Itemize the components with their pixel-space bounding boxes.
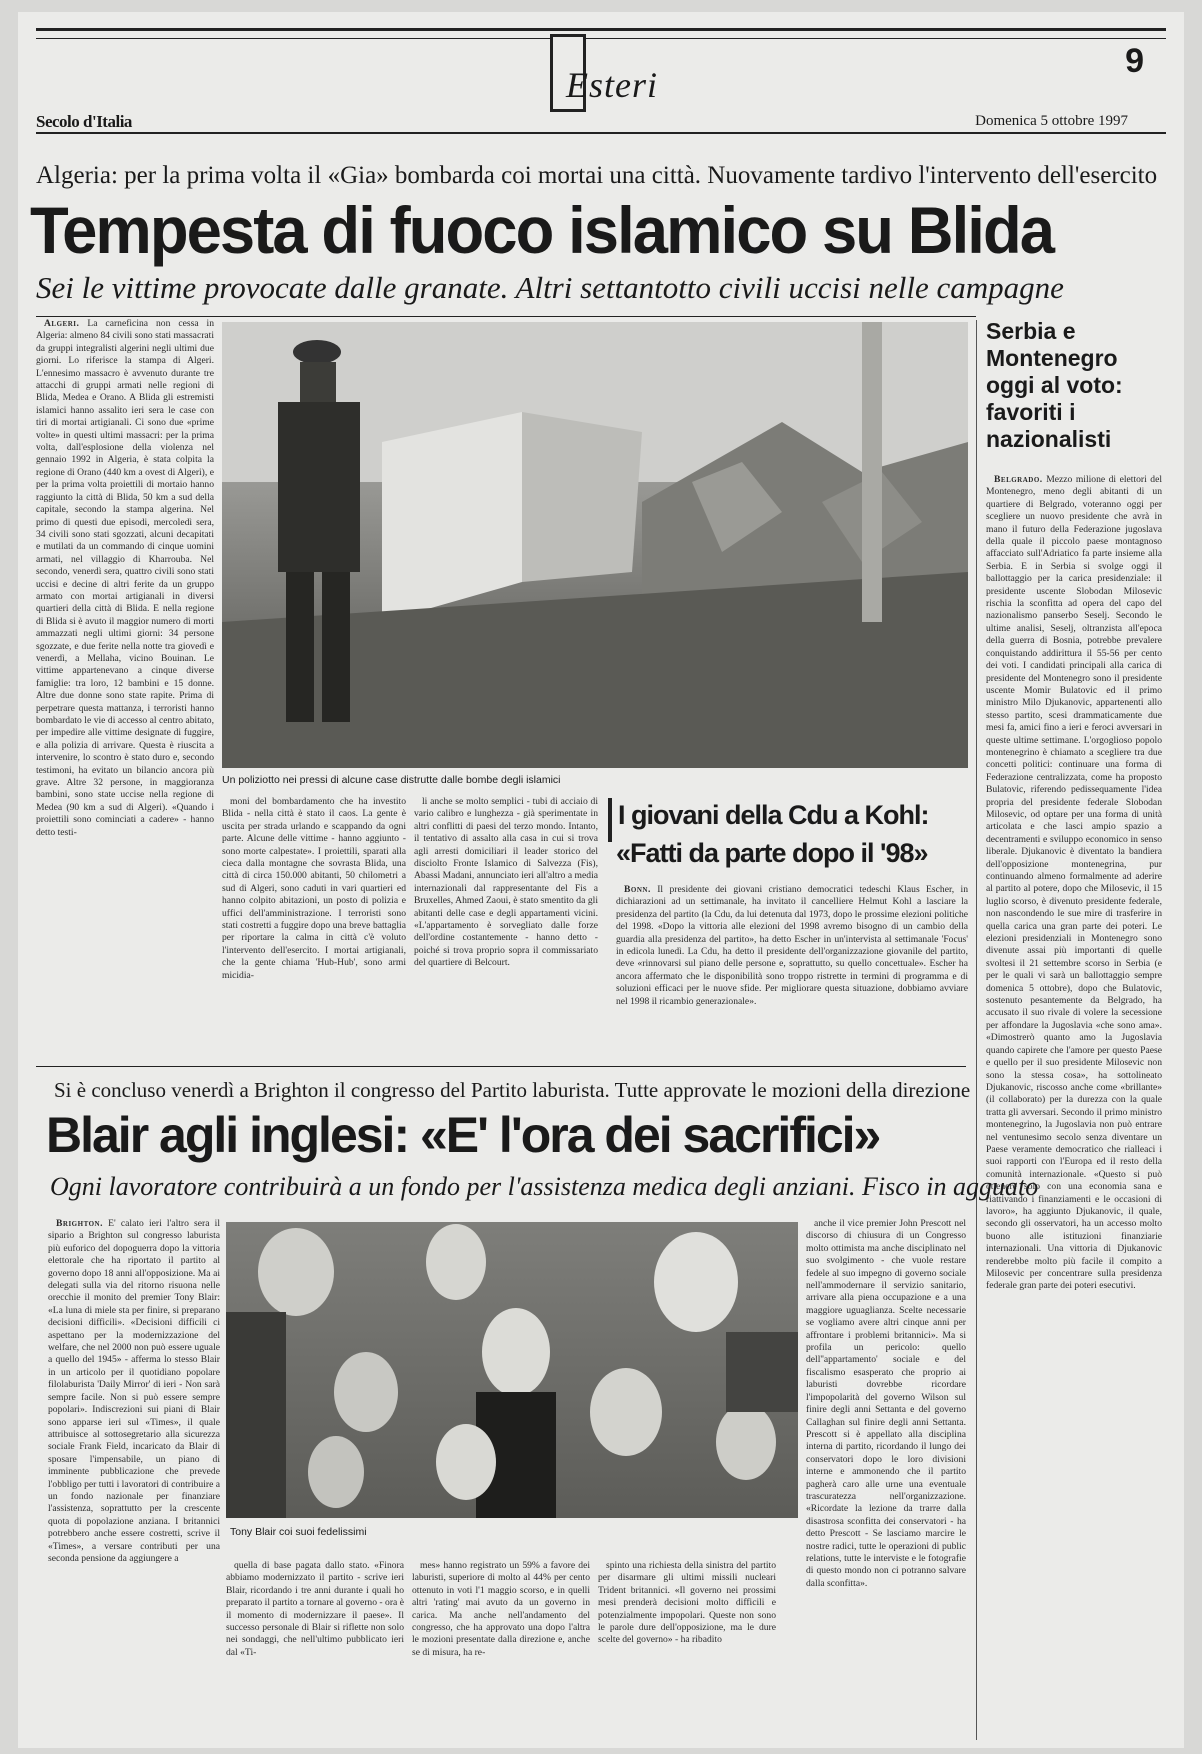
blair-headline: Blair agli inglesi: «E' l'ora dei sacrifici» bbox=[46, 1107, 880, 1163]
blair-kicker: Si è concluso venerdì a Brighton il congresso del Partito laburista. Tutte approvate le mozioni della direzione bbox=[54, 1078, 971, 1102]
page-number: 9 bbox=[1125, 42, 1144, 80]
algeria-col3-text: li anche se molto semplici - tubi di acciaio di vario calibro e lunghezza - già sperimentate in altri conflitti di paesi del terzo mondo. Intanto, il tentativo di assalto alla casa in cui si trova agli arresti domiciliari il leader storico del disciolto Fronte Islamico di Salvezza (Fis), Abassi Madani, annunciato ieri all'altro a media internazionali dal rappresentante del Fis a Bruxelles, Ahmed Zaoui, è stato smentito da gli abitanti delle case e degli appartamenti vicini. «L'appartamento è sorvegliato dalle forze dell'ordine costantemente - hanno detto - poiché si trova proprio sopra il commissariato del quartiere di Belcourt. bbox=[414, 796, 598, 969]
cdu-bar bbox=[608, 798, 612, 842]
algeria-photo-caption: Un poliziotto nei pressi di alcune case distrutte dalle bombe degli islamici bbox=[222, 774, 561, 786]
algeria-location: Algeri. bbox=[44, 318, 80, 329]
algeria-rule bbox=[36, 316, 976, 317]
algeria-deck: Sei le vittime provocate dalle granate. Altri settantotto civili uccisi nelle campagne bbox=[36, 270, 1064, 305]
section-title: Esteri bbox=[566, 65, 658, 105]
newspaper-page bbox=[18, 12, 1184, 1748]
dateline: Domenica 5 ottobre 1997 bbox=[975, 113, 1128, 129]
blair-column-3 bbox=[412, 1560, 590, 1740]
blair-col3-text: mes» hanno registrato un 59% a favore dei laburisti, superiore di molto al 44% per cento ottenuto in voti l'1 maggio scorso, e in quelli altri 'rating' mai avuto da un governo in carica. Ma anche nell'andamento del congresso, che ha approvato una dopo l'altra le mozioni presentate dalla direzione e, anche se di misura, ha re- bbox=[412, 1560, 590, 1658]
serbia-location: Belgrado. bbox=[994, 474, 1043, 485]
rubble-scene-illustration bbox=[222, 322, 968, 768]
cdu-location: Bonn. bbox=[624, 884, 651, 895]
masthead: Secolo d'Italia bbox=[36, 112, 132, 131]
blair-column-4 bbox=[598, 1560, 776, 1740]
blair-col1-text: E' calato ieri l'altro sera il sipario a Brighton sul congresso laburista più euforico del dopoguerra dopo la vittoria elettorale che ha riportato il partito al governo dopo 18 anni all'opposizione. Ma ai delegati sulla via del ritorno risuona nelle orecchie il monito del premier Tony Blair: «La luna di miele sta per finire, si preparano decisioni difficili». «Decisioni difficili ci aspettano per la modernizzazione del welfare, che nel 2000 non può essere uguale a quello del 1945» - afferma lo stesso Blair in un articolo per il quotidiano popolare filolaburista 'Daily Mirror' di ieri - Non sarà sempre facile. Non si può essere sempre popolari». Indiscrezioni sui piani di Blair sono apparse ieri sul «Times», il quale attribuisce al sottosegretario alla sicurezza sociale Frank Field, incaricato da Blair di sposare l'impensabile, un piano di imminente pubblicazione che prevede l'obbligo per tutti i lavoratori di contribuire a un fondo nazionale per finanziare l'assistenza, soprattutto per la crescente quota di popolazione anziana. I britannici potrebbero anche essere costretti, scrive il «Times», a versare contributi per una seconda pensione da aggiungere a bbox=[48, 1218, 220, 1564]
algeria-column-3 bbox=[414, 796, 598, 1058]
sidebar-rule bbox=[976, 320, 977, 1740]
blair-col2-text: quella di base pagata dallo stato. «Finora abbiamo modernizzato il partito - scrive ieri Blair, ricordando i tre anni durante i quali ho preparato il partito a tornare al governo - ora è il momento di modernizzare il paese». Il successo personale di Blair si riflette non solo nei sondaggi, che nell'ultimo pubblicato ieri dal «Ti- bbox=[226, 1560, 404, 1658]
algeria-column-2 bbox=[222, 796, 406, 1058]
serbia-headline: Serbia e Montenegro oggi al voto: favoriti i nazionalisti bbox=[986, 318, 1123, 452]
cdu-headline-line-1: I giovani della Cdu a Kohl: bbox=[618, 800, 929, 830]
top-rule bbox=[36, 28, 1166, 31]
blair-top-rule bbox=[36, 1066, 966, 1067]
header-rule bbox=[36, 132, 1166, 134]
blair-location: Brighton. bbox=[56, 1218, 104, 1229]
cdu-headline-line-2: «Fatti da parte dopo il '98» bbox=[616, 838, 928, 868]
algeria-column-1 bbox=[36, 318, 214, 1058]
cdu-body bbox=[616, 884, 968, 1060]
algeria-kicker: Algeria: per la prima volta il «Gia» bombarda coi mortai una città. Nuovamente tardivo l'intervento dell'esercito bbox=[36, 162, 1158, 189]
blair-col5-text: anche il vice premier John Prescott nel discorso di chiusura di un Congresso molto ottimista ma anche disciplinato nel suo svolgimento - che vuole restare fedele al suo impegno di governo sociale nell'ammodernare il servizio sanitario, arrivare alla piena occupazione e a una maggiore uguaglianza. Scelte necessarie se vogliamo avere altri cinque anni per affrontare i problemi britannici». Ma si profila un pericolo: quello dell''appartamento' sociale e del fiscalismo esasperato che proprio ai laburisti dovrebbe ricordare l'impopolarità del governo Wilson sul finire degli anni Settanta e del governo Callaghan sul finire degli anni Settanta. Prescott si è appellato alla disciplina interna di partito, ricordando il lungo dei conservatori dopo le loro divisioni interne e ammonendo che il partito pagherà caro alle urne una eventuale trascuratezza nell'organizzazione. «Ricordate la lezione da trarre dalla disastrosa sconfitta dei conservatori - ha detto Prescott - Se lasciamo marcire le nostre radici, tutte le operazioni di public relations, tutte le interviste e le fotografie di questo mondo non ci potranno salvare dalla sconfitta». bbox=[806, 1218, 966, 1589]
algeria-col2-text: moni del bombardamento che ha investito Blida - nella città è stato il caos. La gente è uscita per strada urlando e scappando da ogni parte. Alcune delle vittime - hanno aggiunto - sono morte calpestate». I proiettili, sparati alla cieca dalla montagne che sovrasta Blida, una città di circa 150.000 abitanti, 50 chilometri a sud di Algeri, sono caduti in vari quartieri ed hanno colpito abitazioni, un posto di polizia e uffici dell'amministrazione. I terroristi sono stati costretti a fuggire dopo una breve battaglia per riportare la calma in città c'è voluto l'intervento dell'esercito. I mortai artigianali, che la gente chiama 'Hub-Hub', sono armi micidia- bbox=[222, 796, 406, 981]
blair-photo bbox=[226, 1222, 798, 1518]
algeria-photo bbox=[222, 322, 968, 768]
blair-photo-caption: Tony Blair coi suoi fedelissimi bbox=[226, 1524, 371, 1540]
algeria-col1-text: La carneficina non cessa in Algeria: almeno 84 civili sono stati massacrati da gruppi integralisti algerini negli ultimi due giorni. Lo riferisce la stampa di Algeri. L'ennesimo massacro è avvenuto durante tre attacchi di gruppi armati nelle regioni di Blida, Medea e Orano. A Blida gli estremisti islamici hanno assalito ieri sera le case con tiri di mortai artigianali. Ci sono due «prime volte» in questi ultimi massacri: per la prima volta, dall'esplosione della violenza nel gennaio 1992 in Algeria, è stata colpita la regione di Orano (440 km a ovest di Algeri), e per la prima volta proiettili di mortaio hanno raggiunto la città di Blida, 50 km a sud della capitale, secondo la stampa algerina. Nel primo di questi due episodi, mercoledì sera, 34 civili sono stati sgozzati, alcuni decapitati e mutilati da un commando di cinque uomini armati, nel villaggio di Kharrouba. Nel secondo, venerdì sera, quattro civili sono stati uccisi e decine di altri ferite da un gruppo armato con mortai artigianali in diversi quartieri della città di Blida. E nella regione di Blida si è avuto il maggior numero di morti ammazzati negli ultimi giorni: 34 persone sgozzate, e due ferite nella notte tra giovedì e venerdì, a Mellaha, vicino Bouinan. Le vittime appartenevano a cinque diverse famiglie: tra loro, 12 bambini e 15 donne. Altre due donne sono state rapite. Prima di perpetrare questa mattanza, i terroristi hanno bombardato le vie di accesso al centro abitato, per impedire alle vittime designate di fuggire, e alla polizia di arrivare. Questa è riuscita a intervenire, lo scontro è stato duro e, secondo testimoni, ha evitato un bilancio ancora più grave. Altre 32 persone, in maggioranza bambini, sono state uccise nella regione di Medea (90 km a sud di Algeri). «Quando i proiettili sono cominciati a cadere» - hanno detto testi- bbox=[36, 318, 214, 838]
blair-column-1 bbox=[48, 1218, 220, 1740]
crowd-illustration bbox=[226, 1222, 798, 1518]
serbia-body bbox=[986, 474, 1162, 1744]
blair-col4-text: spinto una richiesta della sinistra del partito per disarmare gli ultimi missili nucleari Trident britannici. «Il governo nei prossimi mesi prenderà decisioni molto difficili e potenzialmente impopolari. Queste non sono le parole dure dell'opposizione, ma le dure scelte del governo» - ha ribadito bbox=[598, 1560, 776, 1646]
algeria-headline: Tempesta di fuoco islamico su Blida bbox=[30, 193, 1054, 267]
blair-deck: Ogni lavoratore contribuirà a un fondo per l'assistenza medica degli anziani. Fisco in agguato bbox=[50, 1172, 1039, 1201]
serbia-body-text: Mezzo milione di elettori del Montenegro, meno degli abitanti di un quartiere di Belgrado, voteranno oggi per scegliere un nuovo presidente che avrà in mano il futuro della Federazione jugoslava della quale il piccolo paese montagnoso affacciato sull'Adriatico fa parte insieme alla Serbia. E in Serbia si svolge oggi il ballottaggio per la carica presidenziale: il presidente uscente Slobodan Milosevic rischia la sconfitta ad opera del capo del nazionalismo panserbo Seselj. Secondo le ultime analisi, Seselj, oltranzista all'epoca della guerra di Bosnia, potrebbe prevalere conquistando addirittura il 55-56 per cento dei voti. I candidati principali alla carica di presidente del Montenegro sono il presidente uscente Momir Bulatovic ed il primo ministro Milo Djukanovic, appartenenti allo stesso partito, scesi drammaticamente due mesi fa, amici fino a ieri e feroci avversari in queste ultime settimane. L'orgoglioso popolo montenegrino è chiamato a scegliere tra due concetti politici: continuare una forma di Federazione centralizzata, come ha proposto Bulatovic, riferendo pedissequamente l'idea propria del presidente federale Slobodan Milosevic, od optare per una forma di unità articolata e che lasci ampio spazio a decentramenti e sviluppo economico in senso liberale. Djukanovic è diventato la bandiera dell'opposizione montenegrina, pur continuando almeno formalmente ad aderire al partito al potere, dopo che Milosevic, il 15 luglio scorso, è divenuto presidente federale, non nascondendo le sue mire di trasferire in quella carica una gran parte dei poteri. Le elezioni presidenziali in Montenegro sono divenute assai più importanti di quelle svoltesi il 21 settembre scorso in Serbia (e per le quali vi sarà un ballottaggio sempre domenica 5 ottobre), dopo che Bulatovic, sostenuto pesantemente da Belgrado, ha accusato il suo rivale di volere la secessione per affondare la Jugoslavia «che sono ama». «Dimostrerò quanto amo la Jugoslavia quando capirete che l'amore per questo Paese e quello per il suo presidente Milosevic non sono la stessa cosa», ha sottolineato Djukanovic, riscosso anche come «brillante» (il collaborato) per la durezza con la quale tratta gli avversari. Secondo il primo ministro montenegrino, la Jugoslavia non può entrare nel ventunesimo secolo senza diventare un Paese veramente democratico che rialleaci i suoi rapporti con l'Europa ed il resto della comunità internazionale. «Questo si può ottenere solo con una economia sana e riattivando i finanziamenti e le occasioni di lavoro», ha aggiunto Djukanovic, il quale, secondo gli osservatori, ha un accesso molto buono alle istituzioni finanziarie internazionali. Una vittoria di Djukanovic renderebbe molto più facile il compito a Milosevic per concentrare sulla presidenza federale gran parte dei poteri esecutivi. bbox=[986, 474, 1162, 1292]
blair-column-5 bbox=[806, 1218, 966, 1740]
top-thin-rule bbox=[36, 38, 1166, 39]
cdu-body-text: Il presidente dei giovani cristiano democratici tedeschi Klaus Escher, in dichiarazioni ad un settimanale, ha invitato il cancelliere Helmut Kohl a lasciare la presidenza del partito (la Cdu, da lui detenuta dal 1973, dopo le prossime elezioni politiche del 1998. «Dopo la vittoria alle elezioni del 1998 avremo bisogno di un cambio della guardia alla presidenza del partito», ha detto Escher in un'intervista al settimanale 'Focus' in edicola lunedì. La Cdu, ha detto il presidente dell'organizzazione giovanile del partito, deve «rinnovarsi sul piano delle persone e, soprattutto, su quello concettuale». Escher ha ancora affermato che le disponibilità sono troppo ristrette in termini di programma e di soluzioni efficaci per le nuove sfide. Per migliorare questa situazione, dobbiamo avviare nel 1998 il ricambio generazionale». bbox=[616, 884, 968, 1007]
blair-column-2 bbox=[226, 1560, 404, 1740]
